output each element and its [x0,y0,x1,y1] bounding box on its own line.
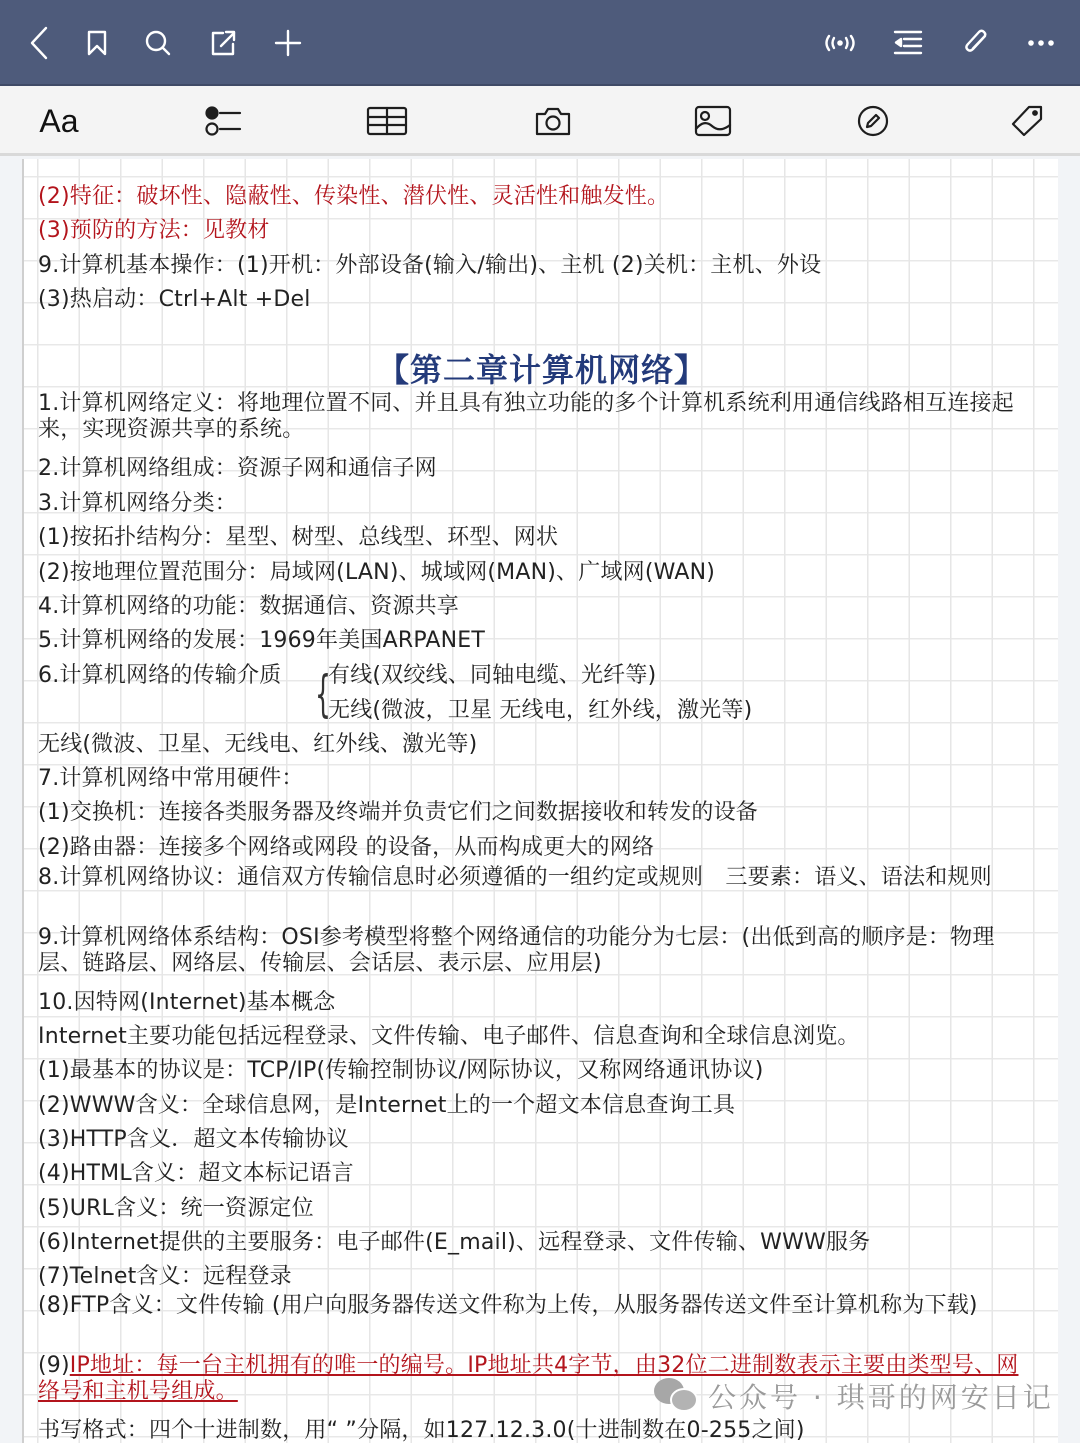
note-line: 10.因特网(Internet)基本概念 [38,990,336,1015]
note-line: 3.计算机网络分类： [38,491,237,516]
add-icon [274,29,302,57]
back-icon [24,25,54,61]
watermark [654,1376,1054,1416]
broadcast-icon [823,33,857,53]
brace-symbol: { [314,665,331,723]
note-line: (2)路由器：连接多个网络或网段 的设备，从而构成更大的网络 [38,835,655,860]
wechat-icon [654,1376,700,1416]
note-line: 5.计算机网络的发展：1969年美国ARPANET [38,628,486,653]
grid-note-page[interactable] [22,159,1058,1443]
back-button[interactable] [18,22,60,64]
note-line: 6.计算机网络的传输介质 [38,663,282,688]
note-line: 2.计算机网络组成：资源子网和通信子网 [38,456,437,481]
text-format-button[interactable] [38,100,80,142]
attachment-button[interactable] [955,22,997,64]
more-button[interactable] [1020,22,1062,64]
image-button[interactable] [692,100,734,142]
note-line: (3)热启动：Ctrl+Alt +Del [38,287,311,312]
share-button[interactable] [202,22,244,64]
share-icon [209,29,237,57]
note-line: (3)HTTP含义．超文本传输协议 [38,1127,349,1152]
note-line: 无线(微波、卫星、无线电、红外线、激光等) [38,732,478,757]
note-line: (1)按拓扑结构分：星型、树型、总线型、环型、网状 [38,525,559,550]
more-icon [1027,39,1055,47]
note-line: 1.计算机网络定义：将地理位置不同、并且具有独立功能的多个计算机系统利用通信线路相互连接起来，实现资源共享的系统。 [38,391,1014,442]
note-line: (1)交换机：连接各类服务器及终端并负责它们之间数据接收和转发的设备 [38,800,758,825]
note-line: (2)按地理位置范围分：局域网(LAN)、城域网(MAN)、广域网(WAN) [38,560,716,585]
note-line: (8)FTP含义：文件传输 (用户向服务器传送文件称为上传，从服务器传送文件至计算机称为下载) [38,1293,978,1318]
outline-button[interactable] [887,22,929,64]
note-line: (3)预防的方法：见教材 [38,218,270,243]
outline-icon [892,29,924,57]
note-line: 8.计算机网络协议：通信双方传输信息时必须遵循的一组约定或规则 三要素：语义、语法和规则 [38,865,992,890]
note-line: 9.计算机网络体系结构：OSI参考模型将整个网络通信的功能分为七层：(出低到高的顺序是：物理层、链路层、网络层、传输层、会话层、表示层、应用层) [38,925,995,976]
bookmark-icon [85,29,109,57]
note-line: 4.计算机网络的功能：数据通信、资源共享 [38,594,459,619]
add-button[interactable] [267,22,309,64]
camera-button[interactable] [532,100,574,142]
note-line: (6)Internet提供的主要服务：电子邮件(E_mail)、远程登录、文件传输、WWW服务 [38,1230,871,1255]
note-line: (4)HTML含义：超文本标记语言 [38,1161,354,1186]
bookmark-button[interactable] [76,22,118,64]
ip-prefix: (9) [38,1353,70,1378]
note-line: 有线(双绞线、同轴电缆、光纤等) [328,663,657,688]
note-viewport[interactable] [0,159,1080,1443]
search-button[interactable] [137,22,179,64]
chapter-title: 【第二章计算机网络】 [376,351,707,389]
formatting-toolbar [0,86,1080,156]
watermark-text: 公众号 · 琪哥的网安日记 [708,1381,1054,1414]
checklist-icon [203,105,243,137]
note-line: (7)Telnet含义：远程登录 [38,1264,292,1289]
pencil-button[interactable] [852,100,894,142]
camera-icon [534,105,572,137]
note-line: 9.计算机基本操作：(1)开机：外部设备(输入/输出)、主机 (2)关机：主机、外设 [38,253,822,278]
text-format-icon: Aa [39,102,79,139]
broadcast-button[interactable] [816,22,864,64]
checklist-button[interactable] [202,100,244,142]
note-line: Internet主要功能包括远程登录、文件传输、电子邮件、信息查询和全球信息浏览。 [38,1024,860,1049]
note-line: 7.计算机网络中常用硬件： [38,766,304,791]
ip-definition: IP地址：每一台主机拥有的唯一的编号。IP地址共4字节，由32位二进制数表示主要由类型号、网络号和主机号组成。 [38,1353,1019,1404]
note-line: (2)WWW含义：全球信息网，是Internet上的一个超文本信息查询工具 [38,1093,736,1118]
note-line: (2)特征：破坏性、隐蔽性、传染性、潜伏性、灵活性和触发性。 [38,184,670,209]
table-button[interactable] [366,100,408,142]
search-icon [144,29,172,57]
tag-button[interactable] [1006,100,1048,142]
note-line: 书写格式：四个十进制数，用“ ”分隔，如127.12.3.0(十进制数在0-255之间) [38,1418,805,1443]
note-line: (1)最基本的协议是：TCP/IP(传输控制协议/网际协议，又称网络通讯协议) [38,1058,764,1083]
tag-icon [1009,104,1045,138]
pencil-icon [856,104,890,138]
note-line: 无线(微波，卫星 无线电，红外线，激光等) [328,698,753,723]
attachment-icon [961,28,991,58]
top-navigation-bar [0,0,1080,86]
image-icon [694,105,732,137]
note-line: (5)URL含义：统一资源定位 [38,1196,314,1221]
table-icon [366,106,408,136]
